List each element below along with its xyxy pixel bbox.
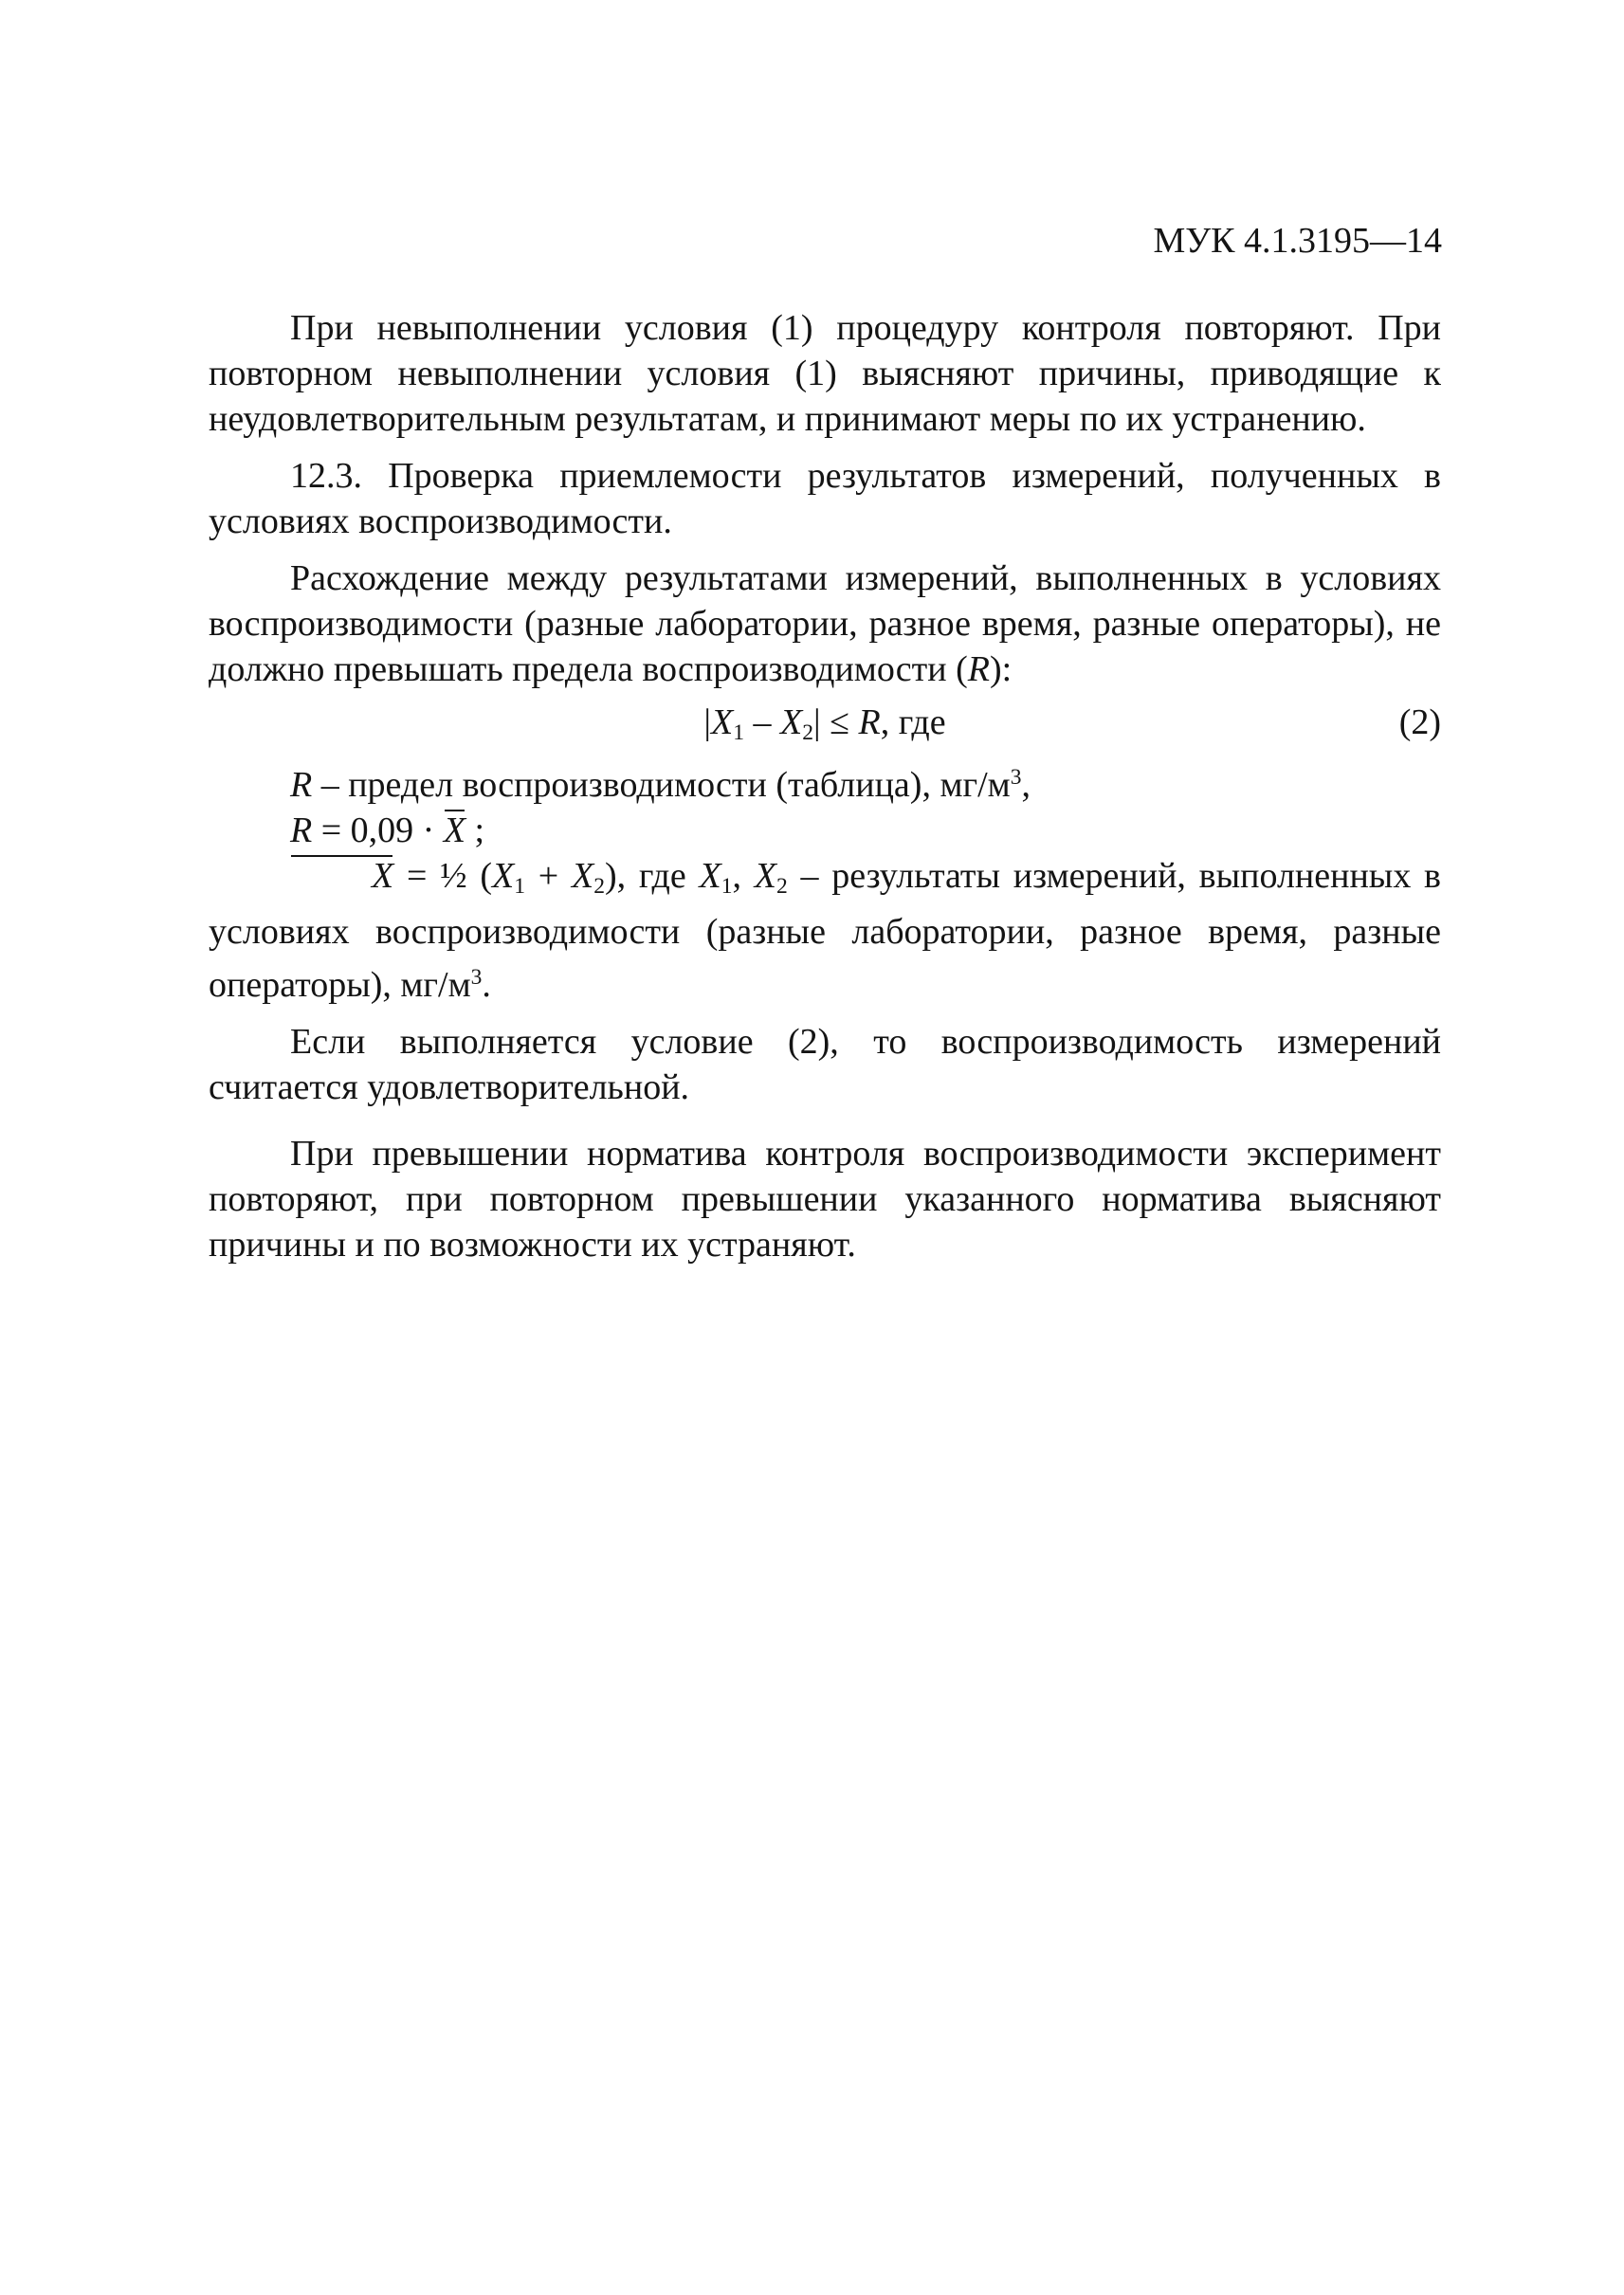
- formula-2: [209, 700, 1441, 745]
- x-bar: X: [290, 853, 393, 899]
- page-body: [209, 305, 1441, 1267]
- definition-x-mean: X = ½ $(X_1 + X_2)$, где $X_1$, $X_2$ – результаты измерений, выполненных в условиях воспроизводимости (разные лаборатории, разное время, разные операторы), $мг/м^3$.: [209, 853, 1441, 1008]
- section-12-3-heading: 12.3. Проверка приемлемости результатов измерений, полученных в условиях воспроизводимости.: [209, 456, 1441, 541]
- paragraph-satisfactory: Если выполняется условие (2), то воспроизводимость измерений считается удовлетворительной.: [209, 1021, 1441, 1107]
- x-bar: X: [444, 808, 465, 853]
- paragraph-reproducibility-condition: [209, 556, 1441, 692]
- document-code: МУК 4.1.3195—14: [1153, 221, 1442, 261]
- paragraph-text-end: ):: [989, 649, 1013, 689]
- paragraph-exceedance: При превышении норматива контроля воспроизводимости эксперимент повторяют, при повторном превышении указанного норматива выясняют причины и по возможности их устраняют.: [209, 1133, 1441, 1265]
- symbol-r: R: [967, 649, 990, 689]
- definition-r: R – предел воспроизводимости (таблица), $мг/м^3$,: [290, 764, 1031, 805]
- definition-r-formula: R = 0,09 · X ;: [209, 808, 1441, 853]
- formula-expression: $|X_1 - X_2| \le R$, где: [703, 702, 946, 745]
- paragraph-text: Расхождение между результатами измерений, выполненных в условиях воспроизводимости (разные лаборатории, разное время, разные операторы), не должно превышать предела воспроизводимости (: [209, 558, 1441, 689]
- equation-number: (2): [1398, 702, 1441, 742]
- paragraph-repeat-control: При невыполнении условия (1) процедуру контроля повторяют. При повторном невыполнении условия (1) выясняют причины, приводящие к неудовлетворительным результатам, и принимают меры по их устранению.: [209, 308, 1441, 439]
